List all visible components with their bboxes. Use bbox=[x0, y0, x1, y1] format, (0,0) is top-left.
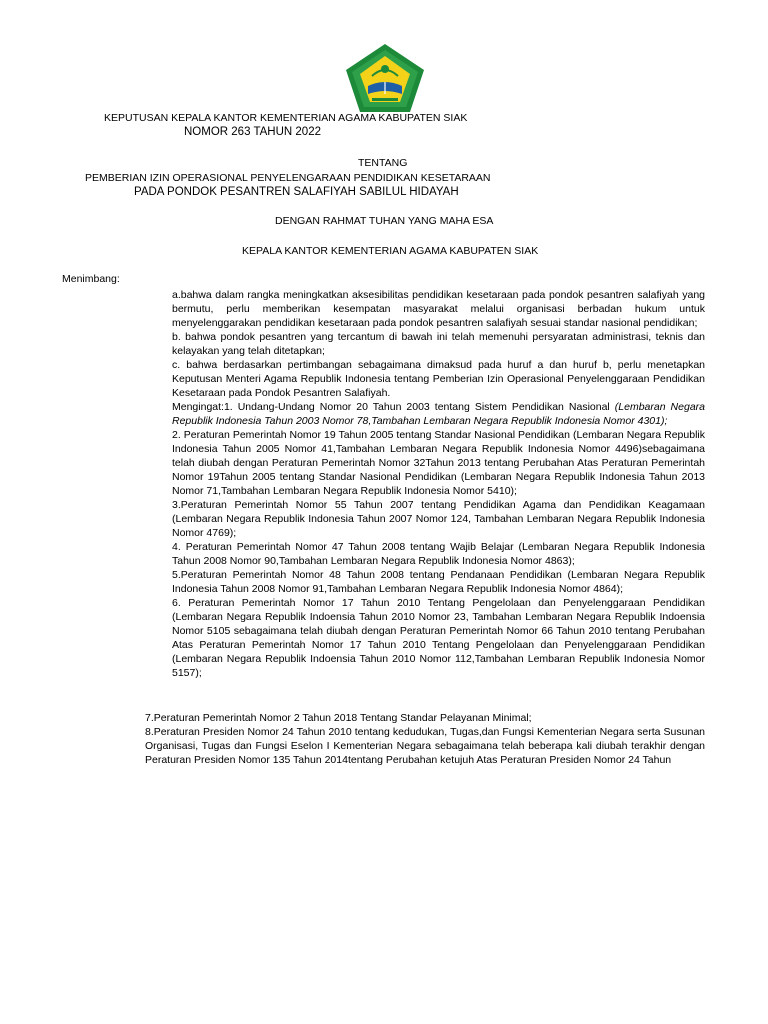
subject-line1: PEMBERIAN IZIN OPERASIONAL PENYELENGARAAN PENDIDIKAN KESETARAAN bbox=[85, 172, 491, 184]
mengingat-item-6: 6. Peraturan Pemerintah Nomor 17 Tahun 2010 Tentang Pengelolaan dan Penyelenggaraan Pendidikan (Lembaran Negara Republik Indoensia Tahun 2010 Nomor 23, Tambahan Lembaran Negara Republik Indoensia Nomor 5105 sebagaimana telah diubah dengan Peraturan Pemerintah Nomor 66 Tahun 2010 tentang Perubahan Atas Peraturan Pemerintah Nomor 17 Tahun 2010 Tentang Pengelolaan dan Penyelenggaraan Pendidikan (Lembaran Negara Republik Indoensia Tahun 2010 Nomor 112,Tambahan Lembaran Republik Indonesia Nomor 5157); bbox=[172, 597, 705, 679]
mengingat-item-4: 4. Peraturan Pemerintah Nomor 47 Tahun 2008 tentang Wajib Belajar (Lembaran Negara Republik Indonesia Tahun 2008 Nomor 90,Tambahan Lembaran Negara Republik Indonesia Nomor 4863); bbox=[172, 541, 705, 567]
considerations-block bbox=[172, 288, 705, 680]
decree-title-line1: KEPUTUSAN KEPALA KANTOR KEMENTERIAN AGAMA KABUPATEN SIAK bbox=[104, 112, 468, 124]
tentang-heading: TENTANG bbox=[358, 157, 408, 169]
menimbang-item-b: b. bahwa pondok pesantren yang tercantum di bawah ini telah memenuhi persyaratan administrasi, teknis dan kelayakan yang telah ditetapkan; bbox=[172, 331, 705, 357]
menimbang-item-c: c. bahwa berdasarkan pertimbangan sebagaimana dimaksud pada huruf a dan huruf b, perlu menetapkan Keputusan Menteri Agama Republik Indonesia tentang Pemberian Izin Operasional Penyelenggaraan Pendidikan Kesetaraan pada Pondok Pesantren Salafiyah. bbox=[172, 359, 705, 399]
menimbang-item-a: a.bahwa dalam rangka meningkatkan aksesibilitas pendidikan kesetaraan pada pondok pesantren salafiyah yang bermutu, perlu memberikan kesempatan masyarakat melalui organisasi berbadan hukum untuk menyelenggarakan pendidikan kesetaraan pada pondok pesantren salafiyah sesuai standar nasional pendidikan; bbox=[172, 289, 705, 329]
mengingat-item-8: 8.Peraturan Presiden Nomor 24 Tahun 2010 tentang kedudukan, Tugas,dan Fungsi Kementerian Negara serta Susunan Organisasi, Tugas dan Fungsi Eselon I Kementerian Negara sebagaimana telah beberapa kali diubah terakhir dengan Peraturan Presiden Nomor 135 Tahun 2014tentang Perubahan ketujuh Atas Peraturan Presiden Nomor 24 Tahun bbox=[145, 726, 705, 766]
subject-line2: PADA PONDOK PESANTREN SALAFIYAH SABILUL HIDAYAH bbox=[134, 186, 459, 198]
mengingat-item-3: 3.Peraturan Pemerintah Nomor 55 Tahun 2007 tentang Pendidikan Agama dan Pendidikan Keagamaan (Lembaran Negara Republik Indonesia Tahun 2007 Nomor 124, Tambahan Lembaran Negara Republik Indonesia Nomor 4769); bbox=[172, 499, 705, 539]
menimbang-label: Menimbang: bbox=[62, 273, 120, 285]
mengingat-item-2: 2. Peraturan Pemerintah Nomor 19 Tahun 2005 tentang Standar Nasional Pendidikan (Lembaran Negara Republik Indonesia Tahun 2005 Nomor 41,Tambahan Lembaran Negara Republik Indonesia Nomor 4496)sebagaimana telah diubah dengan Peraturan Pemerintah Nomor 32Tahun 2013 tentang Perubahan Atas Peraturan Pemerintah Nomor 19Tahun 2005 tentang Standar Nasional Pendidikan (Lembaran Negara Republik Indonesia Tahun 2013 Nomor 71,Tambahan Lembaran Negara Republik Indonesia Nomor 5410); bbox=[172, 429, 705, 497]
invocation: DENGAN RAHMAT TUHAN YANG MAHA ESA bbox=[275, 215, 494, 227]
mengingat-item-5: 5.Peraturan Pemerintah Nomor 48 Tahun 2008 tentang Pendanaan Pendidikan (Lembaran Negara Republik Indonesia Tahun 2008 Nomor 91,Tambahan Lembaran Negara Republik Indonesia Nomor 4864); bbox=[172, 569, 705, 595]
mengingat-item-7: 7.Peraturan Pemerintah Nomor 2 Tahun 2018 Tentang Standar Pelayanan Minimal; bbox=[145, 712, 532, 724]
mengingat-item-1 bbox=[172, 400, 705, 428]
mengingat-item-1-italic: (Lembaran Negara Republik Indonesia Tahun 2003 Nomor 78,Tambahan Lembaran Negara Republik Indonesia Nomor 4301); bbox=[172, 401, 705, 427]
mengingat-item-1-text: Mengingat:1. Undang-Undang Nomor 20 Tahun 2003 tentang Sistem Pendidikan Nasional bbox=[172, 401, 615, 413]
decree-number: NOMOR 263 TAHUN 2022 bbox=[184, 126, 321, 138]
considerations-block-outdented bbox=[145, 711, 705, 767]
official-title: KEPALA KANTOR KEMENTERIAN AGAMA KABUPATEN SIAK bbox=[242, 245, 539, 257]
kemenag-emblem-icon bbox=[344, 42, 426, 114]
